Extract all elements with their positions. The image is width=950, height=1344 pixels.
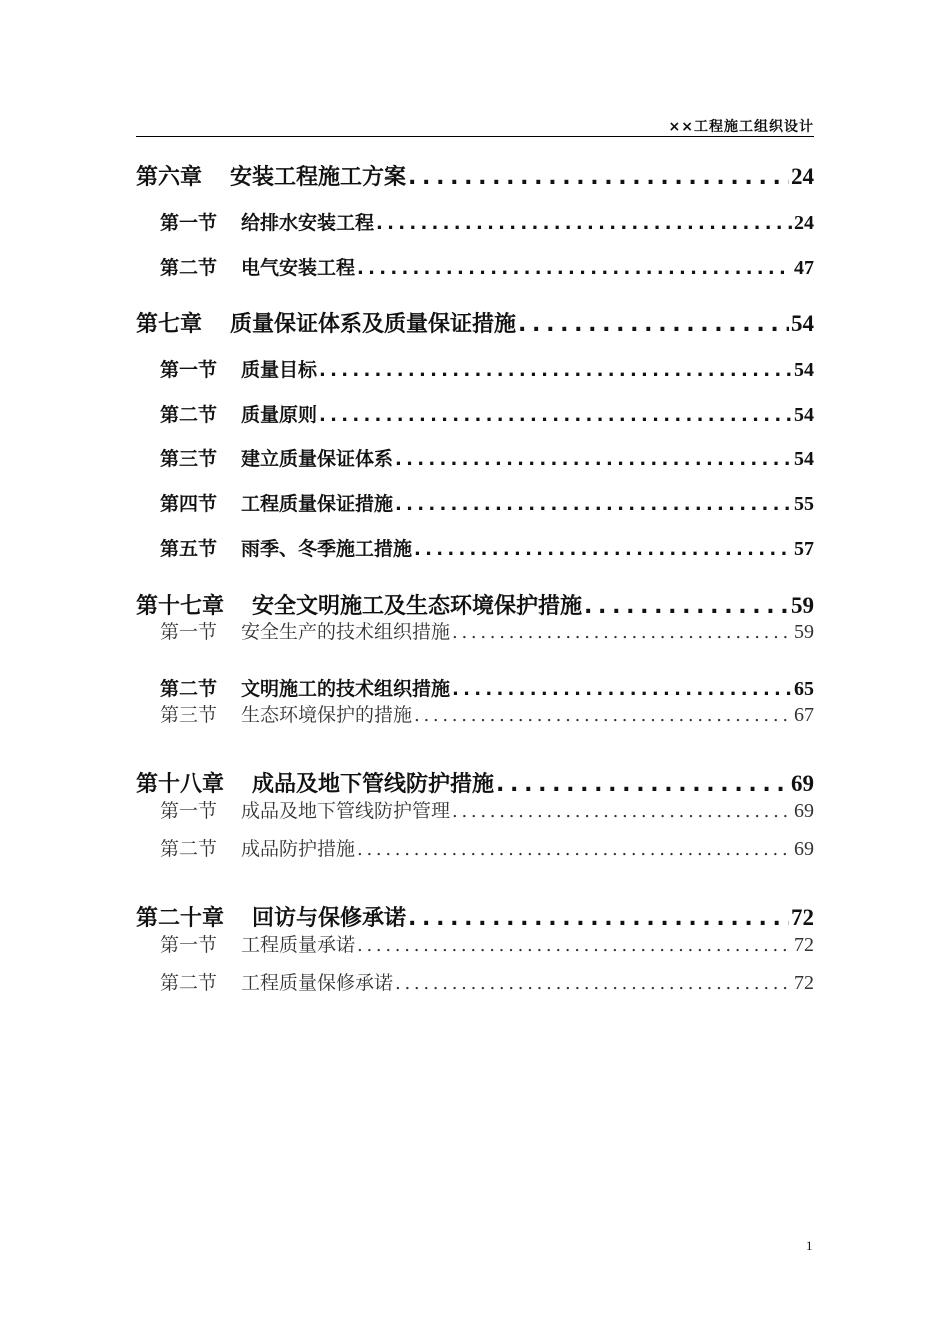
- section-title: 工程质量承诺: [241, 934, 356, 956]
- toc-section[interactable]: [160, 444, 814, 471]
- page-number: 57: [794, 538, 814, 560]
- dot-leader: [319, 360, 792, 381]
- dot-leader: [319, 405, 792, 426]
- toc-section[interactable]: [160, 968, 814, 995]
- page-number: 72: [794, 972, 814, 994]
- section-title: 生态环境保护的措施: [241, 704, 413, 726]
- toc-chapter-18[interactable]: [136, 767, 814, 798]
- toc-section[interactable]: [160, 253, 814, 280]
- section-label: 第二节: [160, 404, 218, 426]
- toc-section[interactable]: [160, 700, 814, 727]
- section-title: 安全生产的技术组织措施: [241, 621, 451, 643]
- section-label: 第三节: [160, 448, 218, 470]
- page-number: 54: [791, 311, 814, 336]
- toc-section[interactable]: [160, 355, 814, 382]
- footer-page-number: 1: [806, 1238, 813, 1253]
- dot-leader: [452, 679, 792, 700]
- dot-leader: [395, 449, 792, 470]
- dot-leader: [376, 213, 792, 234]
- chapter-label: 第七章: [136, 312, 203, 337]
- toc-chapter-6[interactable]: [136, 160, 814, 191]
- chapter-title: 成品及地下管线防护措施: [252, 772, 495, 797]
- section-label: 第一节: [160, 212, 218, 234]
- dot-leader: [496, 772, 789, 797]
- dot-leader: [414, 539, 792, 560]
- chapter-title: 安全文明施工及生态环境保护措施: [252, 594, 583, 619]
- toc-section[interactable]: [160, 489, 814, 516]
- section-title: 建立质量保证体系: [241, 448, 394, 470]
- page-number: 65: [794, 678, 814, 700]
- dot-leader: [357, 258, 792, 279]
- section-title: 质量原则: [241, 404, 318, 426]
- toc-section[interactable]: [160, 796, 814, 823]
- section-label: 第一节: [160, 359, 218, 381]
- page-number: 54: [794, 448, 814, 470]
- dot-leader: [414, 705, 792, 726]
- page-number: 24: [794, 212, 814, 234]
- toc-section[interactable]: [160, 400, 814, 427]
- dot-leader: [357, 839, 792, 860]
- page-number: 67: [794, 704, 814, 726]
- page-number: 47: [794, 257, 814, 279]
- dot-leader: [408, 906, 789, 931]
- section-title: 成品及地下管线防护管理: [241, 800, 451, 822]
- page-number: 59: [794, 621, 814, 643]
- chapter-label: 第六章: [136, 165, 203, 190]
- page-number: 72: [794, 934, 814, 956]
- toc-section[interactable]: [160, 930, 814, 957]
- section-label: 第二节: [160, 972, 218, 994]
- chapter-label: 第十七章: [136, 594, 225, 619]
- section-label: 第四节: [160, 493, 218, 515]
- section-label: 第一节: [160, 934, 218, 956]
- dot-leader: [395, 973, 792, 994]
- dot-leader: [395, 494, 792, 515]
- section-title: 工程质量保证措施: [241, 493, 394, 515]
- header-rule: [136, 136, 814, 137]
- section-label: 第二节: [160, 838, 218, 860]
- dot-leader: [452, 801, 792, 822]
- page-number: 55: [794, 493, 814, 515]
- section-title: 工程质量保修承诺: [241, 972, 394, 994]
- page-number: 69: [794, 800, 814, 822]
- section-title: 电气安装工程: [241, 257, 356, 279]
- section-label: 第五节: [160, 538, 218, 560]
- toc-section[interactable]: [160, 617, 814, 644]
- toc-section[interactable]: [160, 834, 814, 861]
- section-title: 雨季、冬季施工措施: [241, 538, 413, 560]
- chapter-title: 质量保证体系及质量保证措施: [230, 312, 517, 337]
- page-number: 69: [794, 838, 814, 860]
- chapter-label: 第十八章: [136, 772, 225, 797]
- toc-section[interactable]: [160, 674, 814, 701]
- section-label: 第一节: [160, 621, 218, 643]
- section-title: 给排水安装工程: [241, 212, 375, 234]
- chapter-label: 第二十章: [136, 906, 225, 931]
- dot-leader: [518, 312, 789, 337]
- toc-section[interactable]: [160, 534, 814, 561]
- section-label: 第二节: [160, 257, 218, 279]
- chapter-title: 安装工程施工方案: [230, 165, 407, 190]
- page-number: 69: [791, 771, 814, 796]
- chapter-title: 回访与保修承诺: [252, 906, 407, 931]
- section-title: 文明施工的技术组织措施: [241, 678, 451, 700]
- section-label: 第二节: [160, 678, 218, 700]
- page-number: 59: [791, 593, 814, 618]
- section-label: 第三节: [160, 704, 218, 726]
- toc-chapter-20[interactable]: [136, 901, 814, 932]
- page-number: 24: [791, 164, 814, 189]
- dot-leader: [408, 165, 789, 190]
- page-number: 54: [794, 359, 814, 381]
- section-title: 成品防护措施: [241, 838, 356, 860]
- section-title: 质量目标: [241, 359, 318, 381]
- toc-chapter-7[interactable]: [136, 307, 814, 338]
- dot-leader: [357, 935, 792, 956]
- running-header: ××工程施工组织设计: [668, 119, 814, 135]
- page-number: 72: [791, 905, 814, 930]
- section-label: 第一节: [160, 800, 218, 822]
- dot-leader: [452, 622, 792, 643]
- toc-section[interactable]: [160, 208, 814, 235]
- dot-leader: [584, 594, 789, 619]
- page-number: 54: [794, 404, 814, 426]
- toc-chapter-17[interactable]: [136, 589, 814, 620]
